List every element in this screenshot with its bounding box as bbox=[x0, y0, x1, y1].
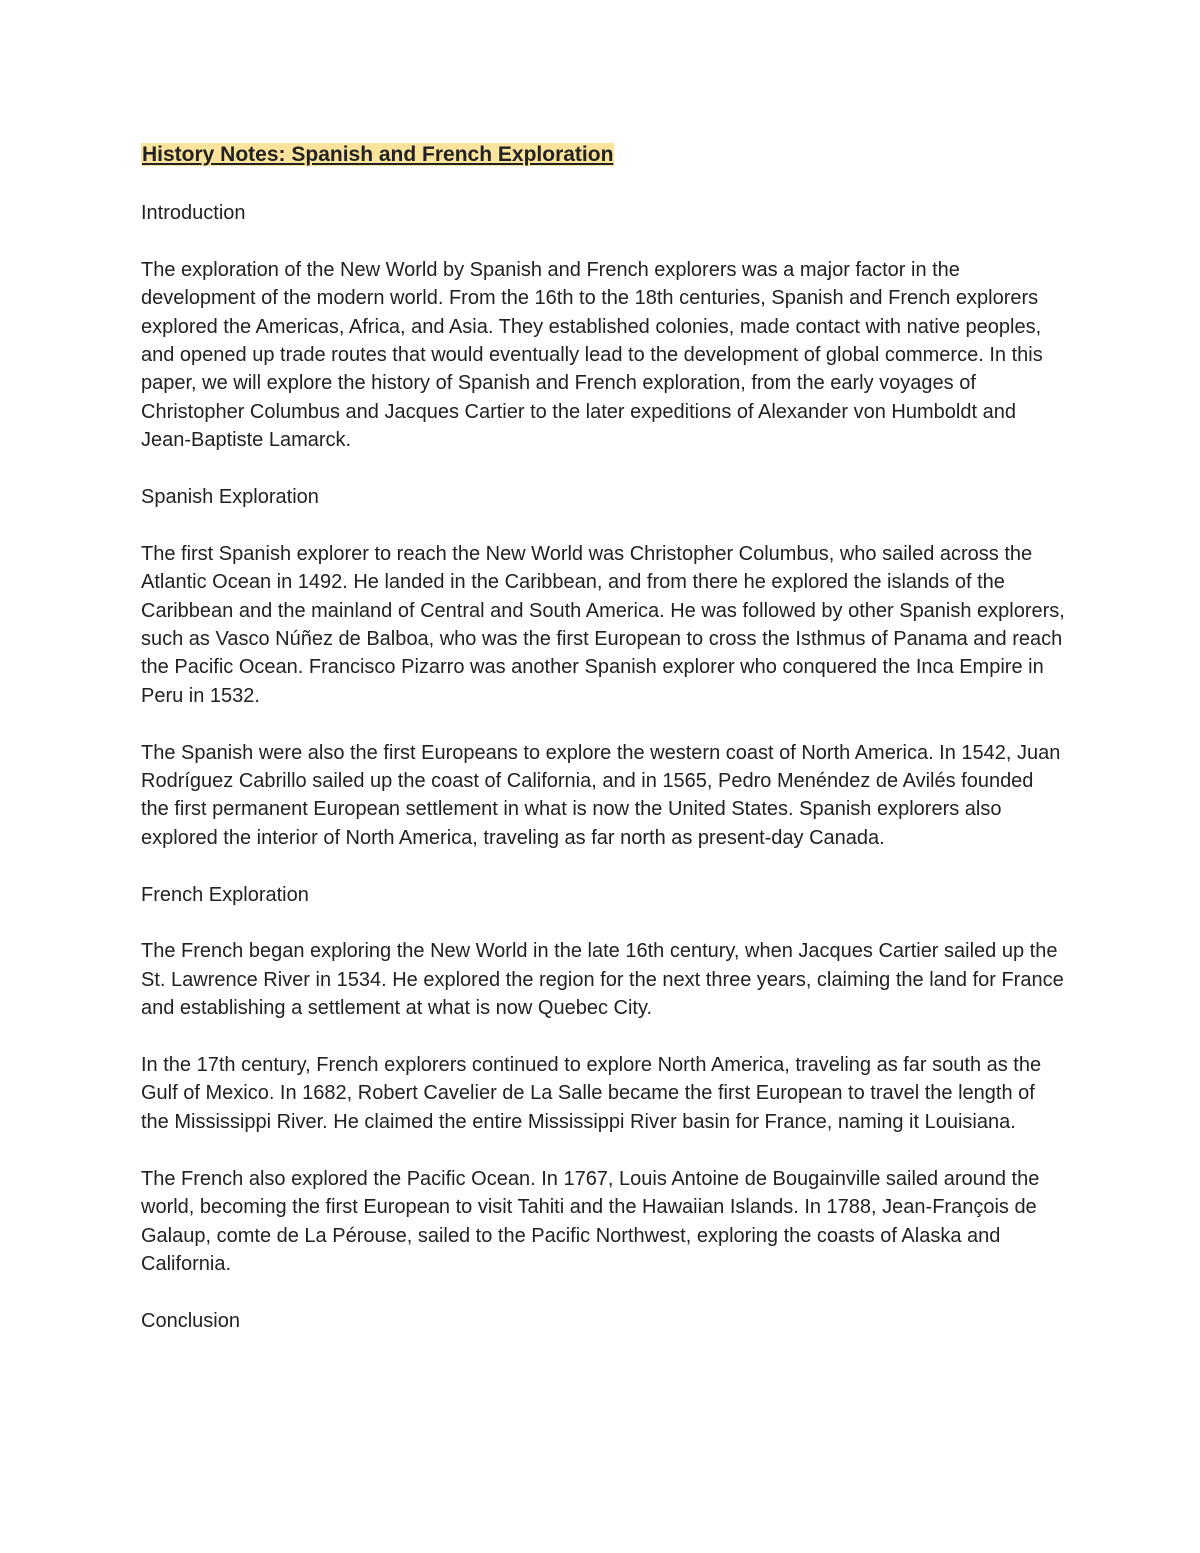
paragraph-french-1: The French began exploring the New World in the late 16th century, when Jacques Cartier sailed up the St. Lawrence River in 1534. He explored the region for the next three years, claiming the land for France and establishing a settlement at what is now Quebec City. bbox=[141, 940, 1064, 1020]
section-heading-conclusion: Conclusion bbox=[141, 1309, 240, 1332]
section-heading-spanish-exploration: Spanish Exploration bbox=[141, 486, 319, 509]
document-page bbox=[141, 140, 1066, 1364]
section-heading-introduction: Introduction bbox=[141, 202, 246, 224]
paragraph-french-3: The French also explored the Pacific Ocean. In 1767, Louis Antoine de Bougainville sailed around the world, becoming the first European to visit Tahiti and the Hawaiian Islands. In 1788, Jean-François de Galaup, comte de La Pérouse, sailed to the Pacific Northwest, exploring the coasts of Alaska and California. bbox=[141, 1167, 1040, 1275]
document-title-text: History Notes: Spanish and French Exploration bbox=[142, 143, 614, 166]
paragraph-french-2: In the 17th century, French explorers continued to explore North America, traveling as far south as the Gulf of Mexico. In 1682, Robert Cavelier de La Salle became the first European to travel the length of the Mississippi River. He claimed the entire Mississippi River basin for France, naming it Louisiana. bbox=[141, 1054, 1042, 1133]
paragraph-spanish-1: The first Spanish explorer to reach the New World was Christopher Columbus, who sailed across the Atlantic Ocean in 1492. He landed in the Caribbean, and from there he explored the islands of the Caribbean and the mainland of Central and South America. He was followed by other Spanish explorers, such as Vasco Núñez de Balboa, who was the first European to cross the Isthmus of Panama and reach the Pacific Ocean. Francisco Pizarro was another Spanish explorer who conquered the Inca Empire in Peru in 1532. bbox=[141, 542, 1065, 707]
section-heading-french-exploration: French Exploration bbox=[141, 883, 309, 906]
document-title bbox=[141, 140, 1066, 170]
paragraph-spanish-2: The Spanish were also the first Europeans to explore the western coast of North America. In 1542, Juan Rodríguez Cabrillo sailed up the coast of California, and in 1565, Pedro Menéndez de Avilés founded the first permanent European settlement in what is now the United States. Spanish explorers also explored the interior of North America, traveling as far north as present-day Canada. bbox=[141, 741, 1061, 849]
paragraph-introduction: The exploration of the New World by Spanish and French explorers was a major factor in the development of the modern world. From the 16th to the 18th centuries, Spanish and French explorers explored the Americas, Africa, and Asia. They established colonies, made contact with native peoples, and opened up trade routes that would eventually lead to the development of global commerce. In this paper, we will explore the history of Spanish and French exploration, from the early voyages of Christopher Columbus and Jacques Cartier to the later expeditions of Alexander von Humboldt and Jean-Baptiste Lamarck. bbox=[141, 258, 1043, 452]
